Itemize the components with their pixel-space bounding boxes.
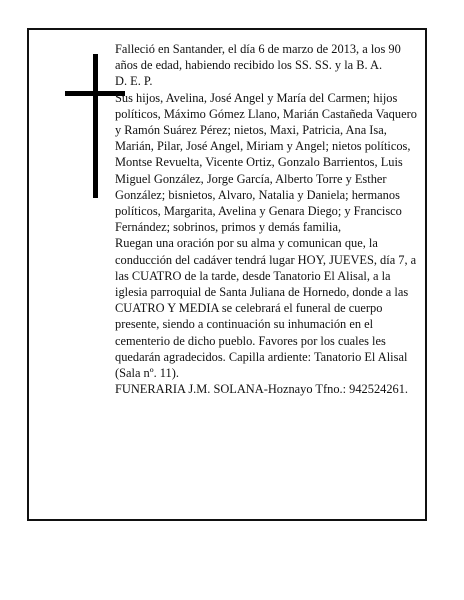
family-list: Sus hijos, Avelina, José Angel y María del Carmen; hijos políticos, Máximo Gómez Llano, Marián Castañeda Vaquero y Ramón Suárez Pérez; nietos, Maxi, Patricia, Ana Isa, Marián, Pilar, José Angel, Miriam y Angel; nietos políticos, Montse Revuelta, Vicente Ortiz, Gonzalo Barrientos, Luis Miguel González, Jorge García, Alberto Torre y Esther González; bisnietos, Alvaro, Natalia y Daniela; hermanos políticos, Margarita, Avelina y Genara Diego; y Francisco Fernández; sobrinos, primos y demás familia,: [115, 90, 417, 235]
funeral-details: Ruegan una oración por su alma y comunican que, la conducción del cadáver tendrá lugar HOY, JUEVES, día 7, a las CUATRO de la tarde, desde Tanatorio El Alisal, a la iglesia parroquial de Santa Juliana de Hornedo, donde a las CUATRO Y MEDIA se celebrará el funeral de cuerpo presente, siendo a continuación su inhumación en el cementerio de dicho pueblo. Favores por los cuales les quedarán agradecidos. Capilla ardiente: Tanatorio El Alisal (Sala nº. 11).: [115, 236, 417, 381]
rest-in-peace: D. E. P.: [115, 74, 153, 89]
funeral-home-contact: FUNERARIA J.M. SOLANA-Hoznayo Tfno.: 942524261.: [115, 382, 409, 397]
death-announcement: Falleció en Santander, el día 6 de marzo de 2013, a los 90 años de edad, habiendo recibido los SS. SS. y la B. A.: [115, 42, 401, 73]
obituary-notice: [27, 28, 427, 521]
obituary-text: [115, 41, 421, 397]
cross-vertical-bar: [93, 54, 98, 198]
